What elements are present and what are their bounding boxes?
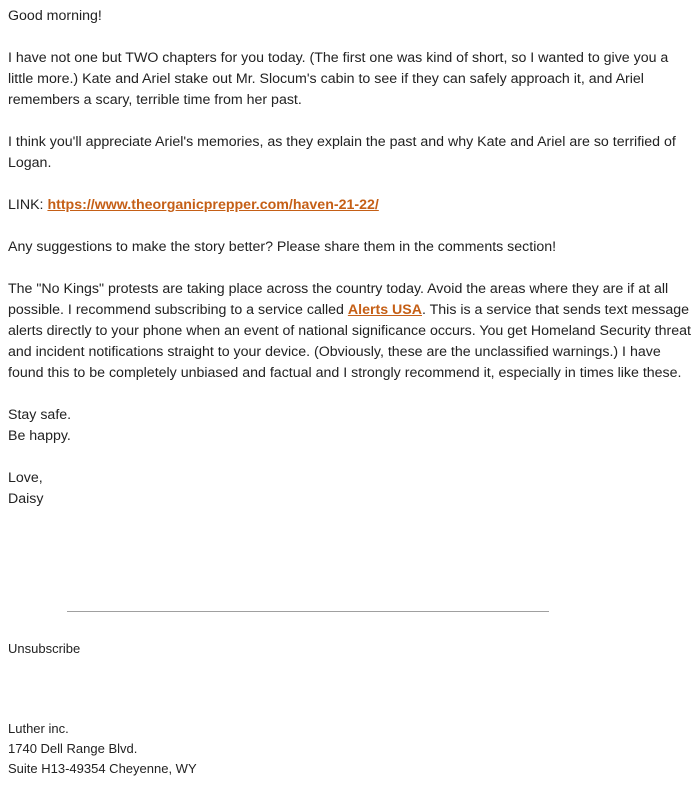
address-line-1: 1740 Dell Range Blvd. bbox=[8, 741, 138, 756]
signature-name: Daisy bbox=[8, 491, 44, 507]
link-line bbox=[8, 195, 692, 216]
closing-love: Love, bbox=[8, 470, 43, 486]
closing-be-happy: Be happy. bbox=[8, 428, 71, 444]
paragraph-protests bbox=[8, 279, 692, 384]
link-prefix: LINK: bbox=[8, 197, 48, 213]
footer-divider bbox=[67, 611, 549, 612]
greeting: Good morning! bbox=[8, 8, 102, 24]
company-name: Luther inc. bbox=[8, 721, 69, 736]
paragraph-suggestions: Any suggestions to make the story better? Please share them in the comments section! bbox=[8, 239, 557, 255]
alerts-usa-link[interactable]: Alerts USA bbox=[347, 302, 422, 318]
story-link[interactable]: https://www.theorganicprepper.com/haven-21-22/ bbox=[47, 197, 379, 213]
closing-stay-safe: Stay safe. bbox=[8, 407, 72, 423]
unsubscribe-container bbox=[8, 641, 80, 656]
address-line-2: Suite H13-49354 Cheyenne, WY bbox=[8, 761, 197, 776]
footer-address bbox=[8, 719, 197, 779]
protests-text-part2: . This is a service that sends text message alerts directly to your phone when an event of national significance occurs. You get Homeland Security threat and incident notifications straight to your device. (Obviously, these are the unclassified warnings.) I have found this to be completely unbiased and factual and I strongly recommend it, especially in times like these. bbox=[8, 302, 691, 381]
paragraph-chapters: I have not one but TWO chapters for you today. (The first one was kind of short, so I wanted to give you a little more.) Kate and Ariel stake out Mr. Slocum's cabin to see if they can safely approach it, and Ariel remembers a scary, terrible time from her past. bbox=[8, 50, 669, 108]
unsubscribe-link[interactable]: Unsubscribe bbox=[8, 641, 81, 656]
protests-text-part1: The "No Kings" protests are taking place across the country today. Avoid the areas where they are if at all possible. I recommend subscribing to a service called bbox=[8, 281, 669, 318]
email-body bbox=[8, 6, 692, 510]
paragraph-memories: I think you'll appreciate Ariel's memories, as they explain the past and why Kate and Ariel are so terrified of Logan. bbox=[8, 134, 676, 171]
